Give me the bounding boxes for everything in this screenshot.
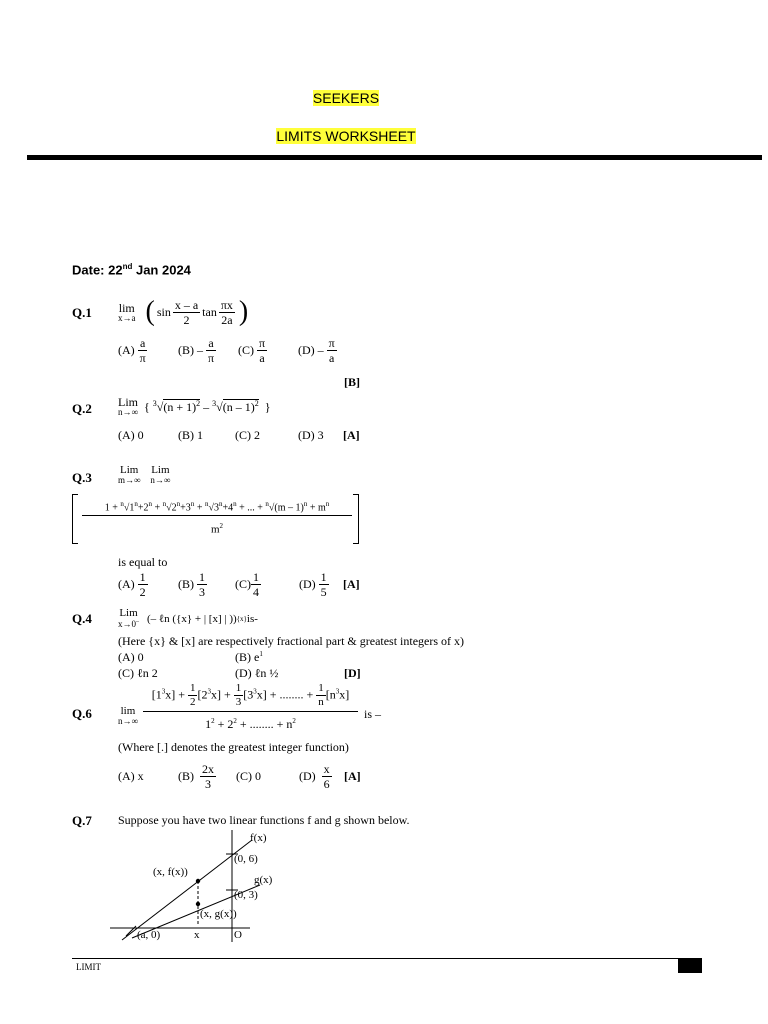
q6-numerator: $[1^3x]$ + $\frac{1}{2}$ $[2^3x]$ + $\frac{1}{3}$ $[3^3x]$ + ........ + $\frac{1}{n}$ $[n^3x]$ [143,683,358,712]
q6-option-a: (A) x [118,769,144,783]
q3-option-a: (A) $\frac{1}{2}$ [118,570,146,599]
q6-options [118,763,361,790]
q3-answer: [A] [343,577,360,591]
q6-option-b: (B) $\frac{2x}{3}$ [178,762,214,791]
q4-option-b: (B) $e^1$ [235,650,263,664]
q7-label-o: O [234,929,242,941]
date-rest: Jan 2024 [132,262,191,278]
q3-bracket-expression [72,494,359,544]
q3-numerator: $1 + ^n√1^n+2^n + ^n√2^n+3^n + ^n√3^n+4^n$ + ... + $^n√(m - 1)^n + m^n$ [82,500,352,516]
q7-number: Q.7 [72,813,92,828]
header-subtitle-wrap [0,128,692,144]
footer-label: LIMIT [76,962,101,972]
header-title-wrap [0,90,692,106]
q6-option-d: (D) $\frac{x}{6}$ [299,762,330,791]
q3-lim-m: Lim m→∞ [118,464,141,485]
q4-expr-tail: is- [246,612,258,625]
q1-number: Q.1 [72,305,92,320]
header-subtitle: LIMITS WORKSHEET [276,128,416,144]
q2-answer: [A] [343,428,360,442]
q6-fraction [143,683,358,733]
q4-note: (Here {x} & [x] are respectively fractional part & greatest integers of x) [118,634,465,648]
q3-options [118,571,360,598]
q4-option-c: (C) ℓn 2 [118,666,158,680]
q3-option-d: (D) $\frac{1}{5}$ [299,570,327,599]
q7-text: Suppose you have two linear functions f and g shown below. [118,813,410,827]
q4-option-a: (A) 0 [118,650,144,664]
q2-option-a: (A) 0 [118,428,144,442]
q1-answer: [B] [344,375,360,389]
q6-lim-word: lim [120,705,136,717]
q3-number: Q.3 [72,470,92,485]
header-rule [27,155,762,160]
q1-options [118,337,358,364]
q6-lim-sub: n→∞ [118,716,138,726]
q1-option-b: (B) – $\frac{a}{\pi}$ [178,336,215,365]
q1-option-a: (A) $\frac{a}{\pi}$ [118,336,146,365]
q4-option-d: (D) ℓn ½ [235,666,279,680]
q7-label-g: g(x) [254,874,273,886]
q6-number: Q.6 [72,706,92,721]
footer-page-box [678,958,702,973]
q4-lim: Lim x→0– [118,607,139,629]
q2-option-c: (C) 2 [235,428,260,442]
q3-text: is equal to [118,555,168,569]
footer-rule [72,958,702,959]
q4-expression [118,608,258,629]
q7-point-f [196,879,200,883]
q7-label-03: (0, 3) [234,889,258,901]
q2-option-d: (D) 3 [298,428,324,442]
date-sup: nd [122,262,133,271]
q3-option-c: (C) $\frac{1}{4}$ [235,570,259,599]
q7-label-f: f(x) [250,832,267,844]
q2-lim [118,396,138,417]
q4-answer: [D] [344,666,361,680]
q2-expression: Lim n→∞ { $^3√(n + 1)^2 - ^3√(n - 1)^2$ } [118,395,271,417]
q3-denominator: $m^2$ [210,522,224,536]
q3-option-b: (B) $\frac{1}{3}$ [178,570,205,599]
q6-answer: [A] [344,769,361,783]
date-line [72,262,191,277]
header-title: SEEKERS [312,90,380,106]
q6-option-c: (C) 0 [236,769,261,783]
q1-lim-sub: x→a [118,312,136,323]
q6-tail: is – [364,707,382,721]
q7-label-06: (0, 6) [234,853,258,865]
q1-lim [118,302,136,323]
q7-label-xgx: (x, g(x)) [200,908,237,920]
date-label: Date: 22 [72,262,123,278]
q7-label-a0: (a, 0) [137,929,161,941]
q4-expr-sup: {x} [236,614,247,623]
q2-options [118,428,360,443]
q7-label-xfx: (x, f(x)) [153,866,188,878]
q2-option-b: (B) 1 [178,428,203,442]
q1-option-d: (D) – $\frac{\pi}{a}$ [298,336,335,365]
q7-point-g [196,902,200,906]
q7-label-x: x [194,929,200,941]
q2-lim-word: Lim [118,395,138,409]
q3-limits [118,465,170,485]
q1-expression: lim x→a ( sin $\frac{x - a}{2}$ tan $\frac{\pi x}{2a}$ ) [118,296,249,327]
q6-note: (Where [.] denotes the greatest integer function) [118,740,349,754]
q4-number: Q.4 [72,611,92,626]
q4-expr: (– ℓn ({x} + | [x] | )) [147,612,237,625]
q3-lim-n: Lim n→∞ [150,464,171,485]
q2-lim-sub: n→∞ [118,407,138,417]
q6-lim [118,706,138,726]
q1-lim-word: lim [118,300,135,315]
q1-option-c: (C) $\frac{\pi}{a}$ [238,336,266,365]
q2-number: Q.2 [72,401,92,416]
q6-denominator: $1^2 + 2^2$ + ........ + $n^2$ [205,717,296,731]
